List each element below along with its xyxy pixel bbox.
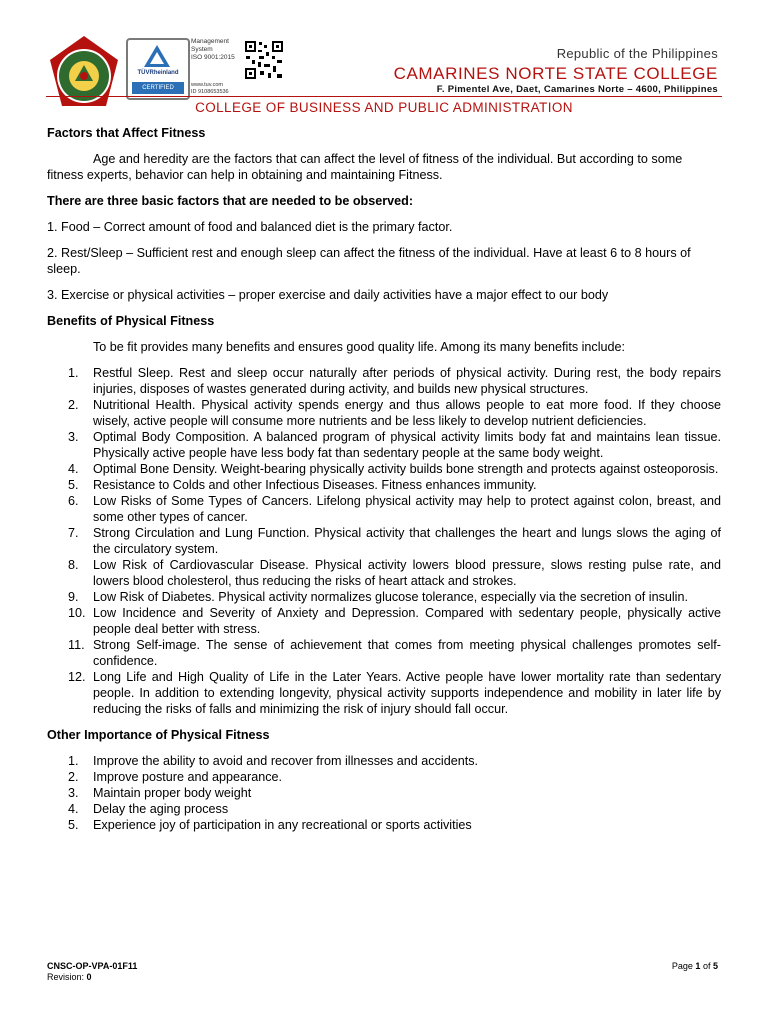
management-system-text xyxy=(191,38,235,62)
list-number: 9. xyxy=(68,590,79,604)
list-item xyxy=(47,397,721,429)
list-number: 8. xyxy=(68,558,79,572)
certified-label: CERTIFIED xyxy=(132,82,184,94)
list-number: 1. xyxy=(68,754,79,768)
factor-item: 1. Food – Correct amount of food and balanced diet is the primary factor. xyxy=(47,220,453,234)
document-body xyxy=(47,125,721,843)
college-address: F. Pimentel Ave, Daet, Camarines Norte – 4600, Philippines xyxy=(436,84,718,95)
document-code-footer xyxy=(47,961,137,983)
list-text: Low Risks of Some Types of Cancers. Lifelong physical activity may help to protect against colon, breast, and some other types of cancer. xyxy=(93,494,721,524)
list-item xyxy=(47,493,721,525)
section-heading: There are three basic factors that are needed to be observed: xyxy=(47,194,414,208)
ms-line: Management xyxy=(191,38,229,45)
page-of: of xyxy=(702,961,711,971)
list-text: Low Risk of Cardiovascular Disease. Physical activity lowers blood pressure, slows resting pulse rate, and lowers blood cholesterol, thus reducing the risks of heart attack and strokes. xyxy=(93,558,721,588)
qr-code-icon xyxy=(244,40,284,80)
section-heading: Other Importance of Physical Fitness xyxy=(47,728,270,742)
list-number: 3. xyxy=(68,430,79,444)
section-heading: Factors that Affect Fitness xyxy=(47,126,206,140)
document-code: CNSC-OP-VPA-01F11 xyxy=(47,961,138,971)
page-label: Page xyxy=(671,961,693,971)
list-text: Optimal Bone Density. Weight-bearing physically activity builds bone strength and protects against osteoporosis. xyxy=(93,462,719,476)
ms-id: ID 9108653536 xyxy=(191,89,229,95)
factor-item: 3. Exercise or physical activities – proper exercise and daily activities have a major effect to our body xyxy=(47,288,609,302)
list-item xyxy=(47,525,721,557)
list-item xyxy=(47,637,721,669)
list-number: 6. xyxy=(68,494,79,508)
ms-line: System xyxy=(191,46,213,53)
list-item xyxy=(47,753,721,769)
list-text: Optimal Body Composition. A balanced program of physical activity limits body fat and maintains lean tissue. Physically active people have less body fat than sedentary people at the same body weight. xyxy=(93,430,721,460)
list-item xyxy=(47,461,721,477)
ms-id-text xyxy=(191,82,229,96)
list-item xyxy=(47,605,721,637)
paragraph: Age and heredity are the factors that can affect the level of fitness of the individual. But according to some fitness experts, behavior can help in obtaining and maintaining Fitness. xyxy=(47,152,683,182)
list-number: 10. xyxy=(68,606,86,620)
revision-label: Revision: xyxy=(47,972,85,982)
benefits-list xyxy=(47,365,721,717)
list-item xyxy=(47,589,721,605)
list-item xyxy=(47,557,721,589)
list-text: Experience joy of participation in any recreational or sports activities xyxy=(93,818,472,832)
header-divider xyxy=(46,96,722,97)
list-item xyxy=(47,365,721,397)
list-text: Strong Self-image. The sense of achievement that comes from meeting physical challenges promotes self-confidence. xyxy=(93,638,721,668)
list-text: Strong Circulation and Lung Function. Physical activity that challenges the heart and lungs slows the aging of the circulatory system. xyxy=(93,526,721,556)
department-title: COLLEGE OF BUSINESS AND PUBLIC ADMINISTRATION xyxy=(195,100,573,115)
revision-value: 0 xyxy=(86,972,92,982)
republic-text: Republic of the Philippines xyxy=(556,46,718,61)
paragraph: To be fit provides many benefits and ensures good quality life. Among its many benefits include: xyxy=(93,340,626,354)
list-item xyxy=(47,429,721,461)
list-number: 12. xyxy=(68,670,86,684)
document-header xyxy=(0,0,768,120)
list-item xyxy=(47,801,721,817)
list-number: 4. xyxy=(68,462,79,476)
tuv-certification-badge xyxy=(126,38,190,100)
page-total: 5 xyxy=(712,961,718,971)
college-seal-logo xyxy=(46,34,122,110)
list-number: 2. xyxy=(68,398,79,412)
factor-item: 2. Rest/Sleep – Sufficient rest and enough sleep can affect the fitness of the individual. Have at least 6 to 8 hours of sleep. xyxy=(47,246,691,276)
college-name: CAMARINES NORTE STATE COLLEGE xyxy=(393,64,718,83)
list-item xyxy=(47,669,721,717)
list-text: Low Risk of Diabetes. Physical activity normalizes glucose tolerance, especially via the secretion of insulin. xyxy=(93,590,688,604)
list-text: Restful Sleep. Rest and sleep occur naturally after periods of physical activity. During rest, the body repairs injuries, disposes of wastes generated during activity, and builds new physical structures. xyxy=(93,366,721,396)
list-item xyxy=(47,817,721,833)
list-item xyxy=(47,769,721,785)
other-importance-list xyxy=(47,753,721,833)
list-text: Improve the ability to avoid and recover from illnesses and accidents. xyxy=(93,754,479,768)
list-item xyxy=(47,477,721,493)
list-number: 7. xyxy=(68,526,79,540)
list-text: Nutritional Health. Physical activity spends energy and thus allows people to eat more food. If they choose wisely, active people will consume more nutrients and be less likely to develop nutrient deficiencies. xyxy=(93,398,721,428)
list-number: 3. xyxy=(68,786,79,800)
list-number: 1. xyxy=(68,366,79,380)
list-text: Low Incidence and Severity of Anxiety and Depression. Compared with sedentary people, physically active people deal better with stress. xyxy=(93,606,721,636)
list-number: 4. xyxy=(68,802,79,816)
ms-url: www.tuv.com xyxy=(191,82,223,88)
list-item xyxy=(47,785,721,801)
list-number: 5. xyxy=(68,818,79,832)
tuv-triangle-icon xyxy=(143,44,171,68)
page-current: 1 xyxy=(695,961,701,971)
ms-line: ISO 9001:2015 xyxy=(191,54,235,61)
revision-line xyxy=(47,972,137,983)
page-number xyxy=(672,961,718,971)
list-text: Improve posture and appearance. xyxy=(93,770,283,784)
list-number: 11. xyxy=(68,638,85,652)
list-text: Resistance to Colds and other Infectious Diseases. Fitness enhances immunity. xyxy=(93,478,537,492)
list-number: 5. xyxy=(68,478,79,492)
section-heading: Benefits of Physical Fitness xyxy=(47,314,215,328)
list-number: 2. xyxy=(68,770,79,784)
tuv-brand: TÜVRheinland xyxy=(137,70,179,76)
list-text: Maintain proper body weight xyxy=(93,786,252,800)
list-text: Long Life and High Quality of Life in the Later Years. Active people have lower mortality rate than sedentary people. In addition to extending longevity, physical activity supports independence and mobility in later life by reducing the risks of falls and minimizing the risk of injury should fall occur. xyxy=(93,670,721,716)
list-text: Delay the aging process xyxy=(93,802,229,816)
